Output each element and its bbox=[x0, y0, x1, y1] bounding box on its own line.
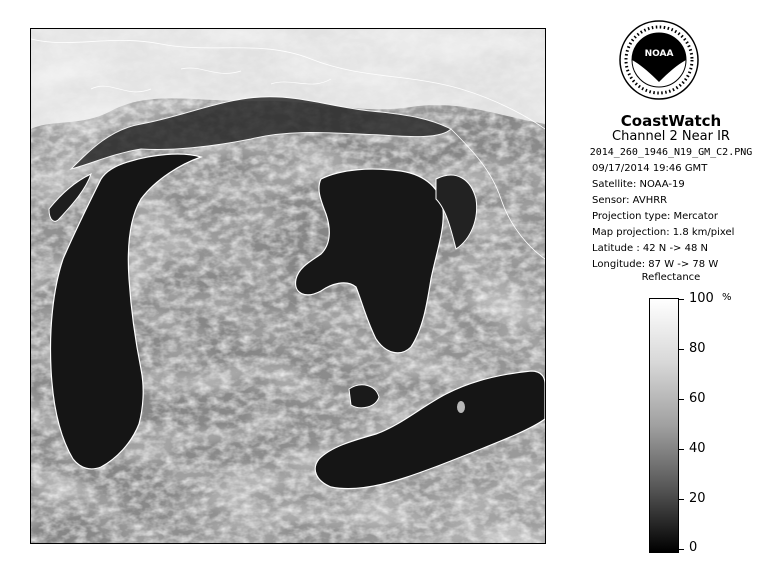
erie-cloud-spot bbox=[457, 401, 465, 413]
colorbar-label: 100 bbox=[689, 291, 714, 306]
satellite-image bbox=[30, 28, 546, 544]
colorbar-tick bbox=[678, 499, 684, 500]
file-name: 2014_260_1946_N19_GM_C2.PNG bbox=[589, 147, 753, 158]
colorbar-unit: % bbox=[722, 292, 732, 303]
colorbar-label: 60 bbox=[689, 391, 706, 406]
latitude-range: Latitude : 42 N -> 48 N bbox=[592, 243, 708, 254]
colorbar-label: 0 bbox=[689, 540, 698, 555]
channel-label: Channel 2 Near IR bbox=[612, 129, 730, 144]
colorbar-label: 40 bbox=[689, 441, 706, 456]
projection-type: Projection type: Mercator bbox=[592, 211, 718, 222]
colorbar-tick bbox=[678, 399, 684, 400]
noaa-logo-icon bbox=[619, 20, 699, 100]
date-time: 09/17/2014 19:46 GMT bbox=[592, 163, 708, 174]
longitude-range: Longitude: 87 W -> 78 W bbox=[592, 259, 719, 270]
map-projection: Map projection: 1.8 km/pixel bbox=[592, 227, 735, 238]
colorbar bbox=[649, 298, 679, 553]
colorbar-label: 80 bbox=[689, 341, 706, 356]
colorbar-tick bbox=[678, 299, 684, 300]
sensor-info: Sensor: AVHRR bbox=[592, 195, 668, 206]
satellite-info: Satellite: NOAA-19 bbox=[592, 179, 685, 190]
logo-text: NOAA bbox=[644, 49, 674, 59]
noaa-logo bbox=[619, 20, 699, 100]
colorbar-tick bbox=[678, 549, 684, 550]
colorbar-tick bbox=[678, 449, 684, 450]
colorbar-tick bbox=[678, 349, 684, 350]
colorbar-title: Reflectance bbox=[641, 272, 701, 283]
colorbar-label: 20 bbox=[689, 491, 706, 506]
brand-title: CoastWatch bbox=[620, 112, 722, 130]
satellite-map bbox=[31, 29, 545, 543]
